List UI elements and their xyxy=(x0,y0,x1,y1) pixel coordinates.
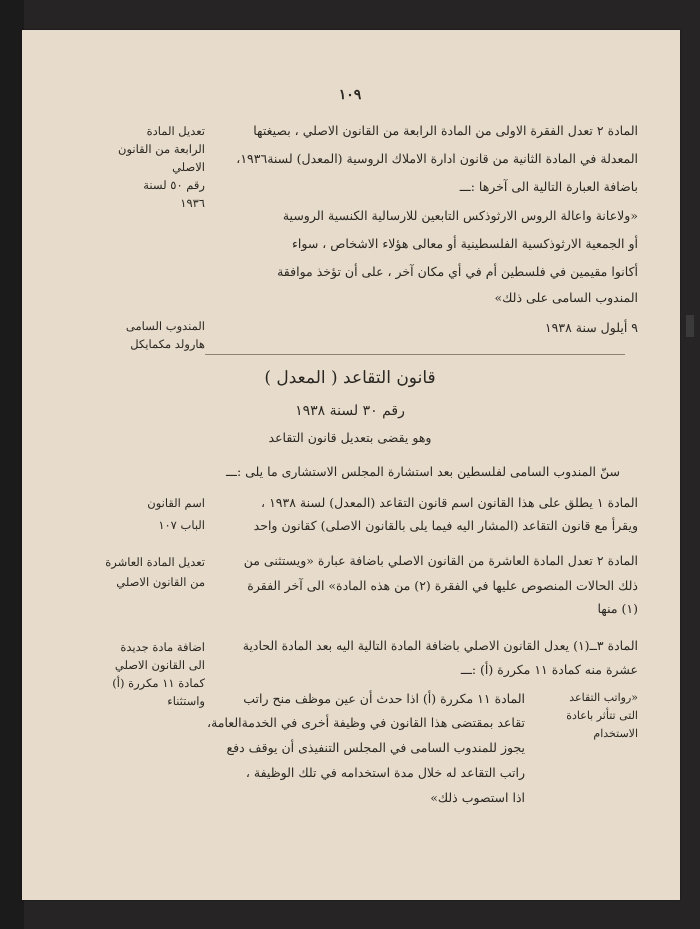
signature-title: المندوب السامى xyxy=(125,319,205,333)
quote-line: «ولاعانة واعالة الروس الارثوذكس التابعين للارسالية الكنسية الروسية xyxy=(282,208,638,223)
signature-date: ٩ أيلول سنة ١٩٣٨ xyxy=(544,320,638,335)
margin-note-line: تعديل المادة العاشرة xyxy=(105,555,205,569)
body-line: المادة ١ يطلق على هذا القانون اسم قانون التقاعد (المعدل) لسنة ١٩٣٨ ، xyxy=(261,495,638,510)
margin-note-line: اسم القانون xyxy=(147,496,205,510)
law-number: رقم ٣٠ لسنة ١٩٣٨ xyxy=(295,403,405,419)
body-line: باضافة العبارة التالية الى آخرها :ـــ xyxy=(459,179,638,194)
body-line: (١) منها xyxy=(597,601,638,616)
body-line: المادة ٢ تعدل الفقرة الاولى من المادة الرابعة من القانون الاصلي ، بصيغتها xyxy=(253,123,638,138)
signature-name: هارولد مكمايكل xyxy=(130,337,205,351)
body-line: المادة ٢ تعدل المادة العاشرة من القانون الاصلي باضافة عبارة «ويستثنى من xyxy=(243,553,638,568)
margin-note-line: اضافة مادة جديدة xyxy=(120,640,205,654)
inner-margin-note-line: «رواتب التقاعد xyxy=(569,691,638,704)
section-divider xyxy=(205,354,625,355)
inner-body-line: اذا استصوب ذلك» xyxy=(430,790,525,805)
margin-note-line: الاصلي xyxy=(172,160,205,174)
quote-line: المندوب السامى على ذلك» xyxy=(494,290,638,305)
law-subtitle: وهو يقضى بتعديل قانون التقاعد xyxy=(268,430,432,445)
left-binding-strip xyxy=(0,0,24,929)
law-title: قانون التقاعد ( المعدل ) xyxy=(264,368,436,388)
margin-note-line: الرابعة من القانون xyxy=(118,142,205,156)
margin-note-line: واستثناء xyxy=(167,694,205,708)
inner-body-line: تقاعد بمقتضى هذا القانون في وظيفة أخرى في الخدمةالعامة، xyxy=(207,715,525,730)
enactment-clause: سنّ المندوب السامى لفلسطين بعد استشارة المجلس الاستشارى ما يلى :ـــ xyxy=(225,464,620,479)
margin-note-line: الى القانون الاصلي xyxy=(114,658,205,672)
body-line: المادة ٣ــ(١) يعدل القانون الاصلي باضافة المادة التالية اليه بعد المادة الحادية xyxy=(242,638,638,653)
inner-margin-note-line: التى تتأثر باعادة xyxy=(566,709,638,722)
inner-body-line: راتب التقاعد له خلال مدة استخدامه في تلك الوظيفة ، xyxy=(245,765,525,780)
body-line: عشرة منه كمادة ١١ مكررة (أ) :ـــ xyxy=(460,662,638,677)
inner-margin-note-line: الاستخدام xyxy=(593,727,638,740)
inner-body-line: المادة ١١ مكررة (أ) اذا حدث أن عين موظف منح راتب xyxy=(243,691,525,706)
inner-body-line: يجوز للمندوب السامى في المجلس التنفيذى أن يوقف دفع xyxy=(226,740,525,755)
margin-note-line: الباب ١٠٧ xyxy=(158,518,205,532)
page-clip-mark xyxy=(686,315,694,337)
body-line: المعدلة في المادة الثانية من قانون ادارة الاملاك الروسية (المعدل) لسنة١٩٣٦، xyxy=(236,151,638,166)
body-line: ذلك الحالات المنصوص عليها في الفقرة (٢) من هذه المادة» الى آخر الفقرة xyxy=(247,578,638,593)
quote-line: أو الجمعية الارثوذكسية الفلسطينية أو معالى هؤلاء الاشخاص ، سواء xyxy=(292,236,638,251)
margin-note-line: رقم ٥٠ لسنة xyxy=(143,178,205,192)
page-number: ١٠٩ xyxy=(338,87,362,103)
margin-note-line: تعديل المادة xyxy=(146,124,205,138)
margin-note-line: من القانون الاصلي xyxy=(116,575,205,589)
margin-note-line: ١٩٣٦ xyxy=(180,196,205,210)
margin-note-line: كمادة ١١ مكررة (أ) xyxy=(112,676,205,690)
quote-line: أكانوا مقيمين في فلسطين أم في أي مكان آخر ، على أن تؤخذ موافقة xyxy=(277,264,638,279)
body-line: ويقرأ مع قانون التقاعد (المشار اليه فيما يلى بالقانون الاصلى) كقانون واحد xyxy=(253,518,638,533)
